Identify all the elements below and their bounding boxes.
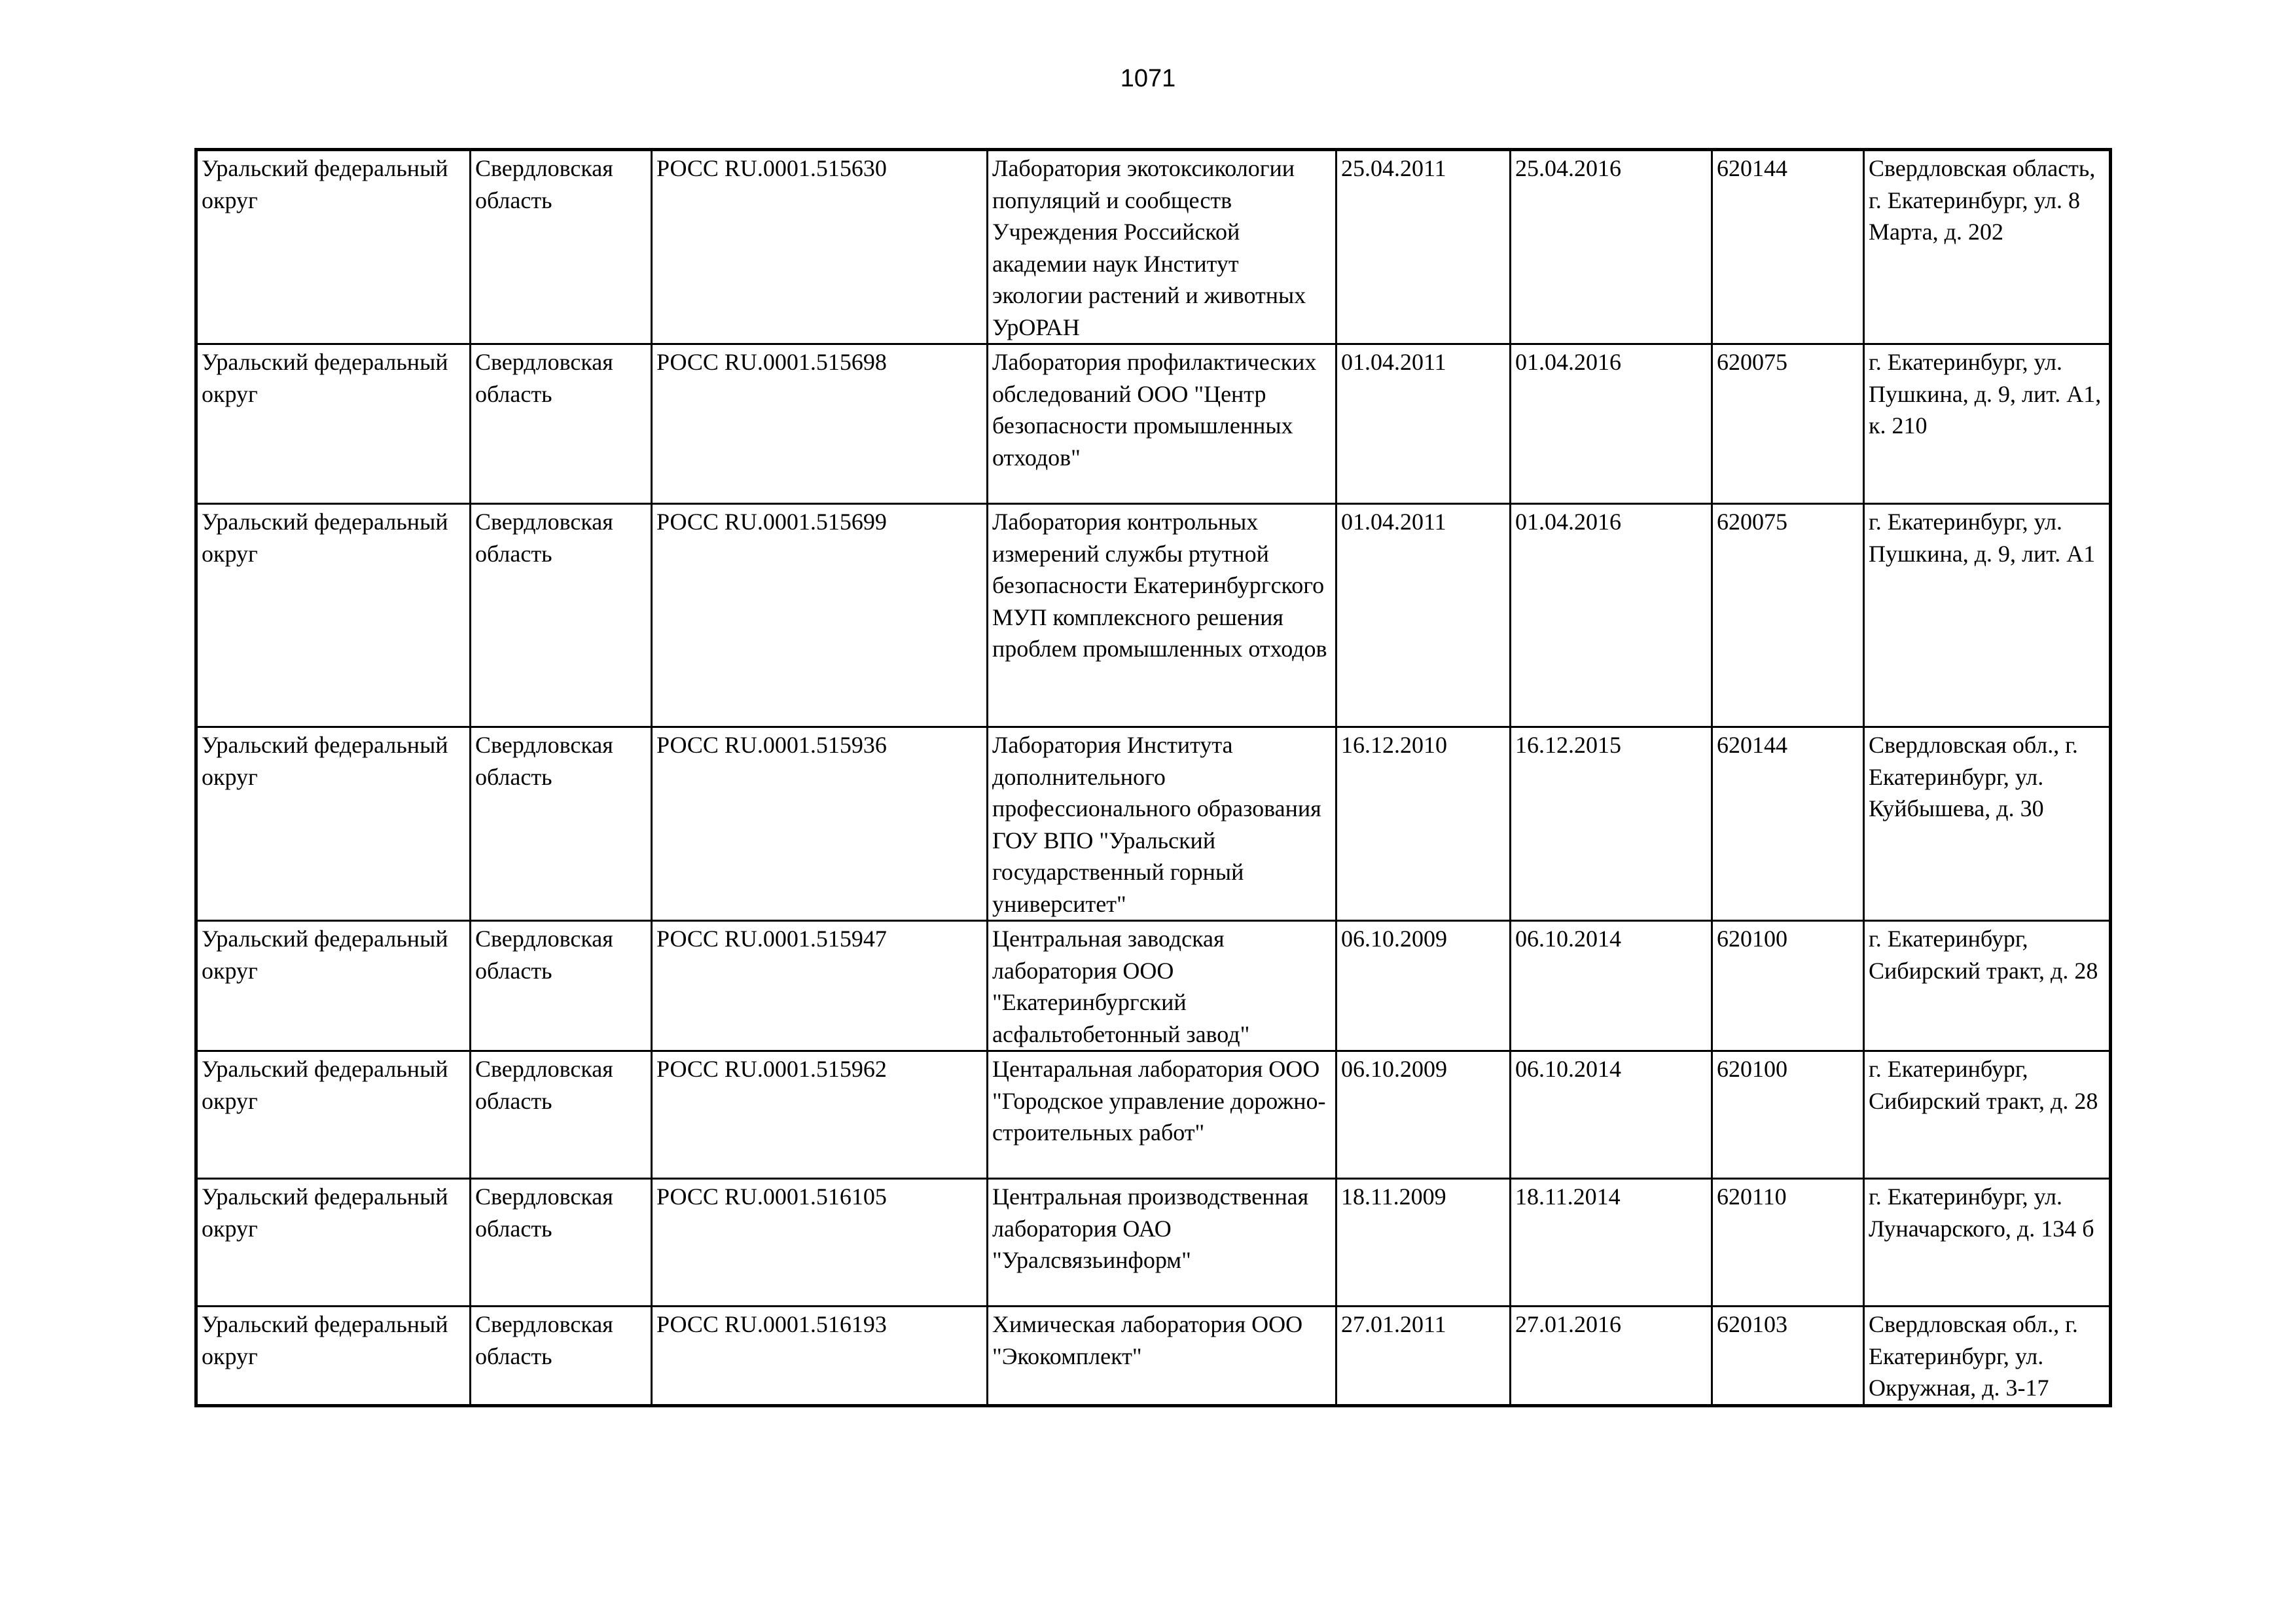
cell-postal-code: 620075 — [1712, 344, 1864, 504]
cell-certificate-number: РОСС RU.0001.516193 — [652, 1307, 988, 1406]
cell-certificate-number: РОСС RU.0001.516105 — [652, 1179, 988, 1307]
cell-laboratory-name: Лаборатория профилактических обследований ООО "Центр безопасности промышленных отходов" — [988, 344, 1336, 504]
cell-issue-date: 27.01.2011 — [1336, 1307, 1511, 1406]
cell-federal-district: Уральский федеральный округ — [196, 1307, 471, 1406]
cell-region: Свердловская область — [471, 1307, 652, 1406]
cell-laboratory-name: Центаральная лаборатория ООО "Городское управление дорожно-строительных работ" — [988, 1051, 1336, 1179]
cell-postal-code: 620100 — [1712, 921, 1864, 1051]
cell-expiry-date: 27.01.2016 — [1511, 1307, 1712, 1406]
cell-region: Свердловская область — [471, 344, 652, 504]
cell-federal-district: Уральский федеральный округ — [196, 1179, 471, 1307]
table-row — [196, 1179, 2111, 1307]
cell-address: Свердловская обл., г. Екатеринбург, ул. Окружная, д. 3-17 — [1864, 1307, 2111, 1406]
cell-expiry-date: 16.12.2015 — [1511, 727, 1712, 921]
cell-region: Свердловская область — [471, 504, 652, 727]
cell-issue-date: 25.04.2011 — [1336, 150, 1511, 344]
cell-address: г. Екатеринбург, ул. Пушкина, д. 9, лит. А1 — [1864, 504, 2111, 727]
cell-address: Свердловская область, г. Екатеринбург, ул. 8 Марта, д. 202 — [1864, 150, 2111, 344]
cell-postal-code: 620110 — [1712, 1179, 1864, 1307]
cell-address: Свердловская обл., г. Екатеринбург, ул. Куйбышева, д. 30 — [1864, 727, 2111, 921]
cell-issue-date: 01.04.2011 — [1336, 344, 1511, 504]
cell-laboratory-name: Лаборатория Института дополнительного профессионального образования ГОУ ВПО "Уральский государственный горный университет" — [988, 727, 1336, 921]
cell-federal-district: Уральский федеральный округ — [196, 727, 471, 921]
cell-certificate-number: РОСС RU.0001.515947 — [652, 921, 988, 1051]
cell-region: Свердловская область — [471, 1179, 652, 1307]
cell-laboratory-name: Центральная заводская лаборатория ООО "Екатеринбургский асфальтобетонный завод" — [988, 921, 1336, 1051]
cell-certificate-number: РОСС RU.0001.515936 — [652, 727, 988, 921]
table-row — [196, 504, 2111, 727]
cell-certificate-number: РОСС RU.0001.515962 — [652, 1051, 988, 1179]
table-row — [196, 727, 2111, 921]
cell-federal-district: Уральский федеральный округ — [196, 921, 471, 1051]
cell-issue-date: 18.11.2009 — [1336, 1179, 1511, 1307]
cell-expiry-date: 25.04.2016 — [1511, 150, 1712, 344]
cell-address: г. Екатеринбург, ул. Пушкина, д. 9, лит. А1, к. 210 — [1864, 344, 2111, 504]
cell-region: Свердловская область — [471, 727, 652, 921]
cell-postal-code: 620103 — [1712, 1307, 1864, 1406]
table-row — [196, 1051, 2111, 1179]
cell-issue-date: 06.10.2009 — [1336, 1051, 1511, 1179]
cell-issue-date: 06.10.2009 — [1336, 921, 1511, 1051]
cell-federal-district: Уральский федеральный округ — [196, 344, 471, 504]
cell-region: Свердловская область — [471, 1051, 652, 1179]
cell-laboratory-name: Лаборатория контрольных измерений службы ртутной безопасности Екатеринбургского МУП комплексного решения проблем промышленных отходов — [988, 504, 1336, 727]
cell-expiry-date: 01.04.2016 — [1511, 344, 1712, 504]
cell-postal-code: 620075 — [1712, 504, 1864, 727]
cell-federal-district: Уральский федеральный округ — [196, 1051, 471, 1179]
cell-expiry-date: 01.04.2016 — [1511, 504, 1712, 727]
cell-laboratory-name: Центральная производственная лаборатория ОАО "Уралсвязьинформ" — [988, 1179, 1336, 1307]
cell-region: Свердловская область — [471, 150, 652, 344]
cell-laboratory-name: Лаборатория экотоксикологии популяций и сообществ Учреждения Российской академии наук Институт экологии растений и животных УрОРАН — [988, 150, 1336, 344]
cell-expiry-date: 06.10.2014 — [1511, 1051, 1712, 1179]
cell-certificate-number: РОСС RU.0001.515630 — [652, 150, 988, 344]
table-row — [196, 921, 2111, 1051]
page-number: 1071 — [1120, 65, 1176, 92]
table-row — [196, 344, 2111, 504]
table-row — [196, 1307, 2111, 1406]
cell-address: г. Екатеринбург, Сибирский тракт, д. 28 — [1864, 921, 2111, 1051]
cell-address: г. Екатеринбург, ул. Луначарского, д. 134 б — [1864, 1179, 2111, 1307]
cell-postal-code: 620144 — [1712, 727, 1864, 921]
cell-postal-code: 620100 — [1712, 1051, 1864, 1179]
cell-laboratory-name: Химическая лаборатория ООО "Экокомплект" — [988, 1307, 1336, 1406]
cell-certificate-number: РОСС RU.0001.515698 — [652, 344, 988, 504]
cell-federal-district: Уральский федеральный округ — [196, 504, 471, 727]
cell-federal-district: Уральский федеральный округ — [196, 150, 471, 344]
cell-issue-date: 01.04.2011 — [1336, 504, 1511, 727]
cell-certificate-number: РОСС RU.0001.515699 — [652, 504, 988, 727]
cell-expiry-date: 18.11.2014 — [1511, 1179, 1712, 1307]
laboratory-registry-table — [194, 148, 2112, 1407]
cell-address: г. Екатеринбург, Сибирский тракт, д. 28 — [1864, 1051, 2111, 1179]
table-row — [196, 150, 2111, 344]
cell-postal-code: 620144 — [1712, 150, 1864, 344]
cell-expiry-date: 06.10.2014 — [1511, 921, 1712, 1051]
cell-region: Свердловская область — [471, 921, 652, 1051]
cell-issue-date: 16.12.2010 — [1336, 727, 1511, 921]
